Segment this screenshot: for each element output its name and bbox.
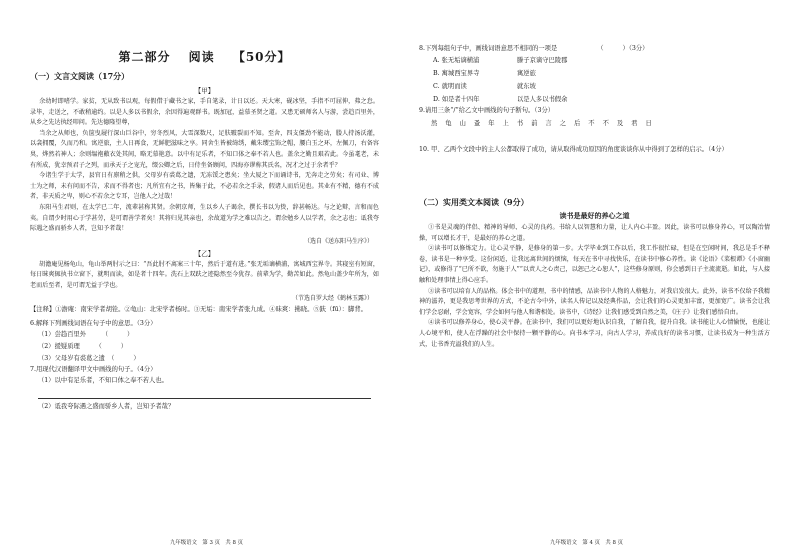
option-label: A. 张无垢谪横浦 <box>433 57 480 64</box>
question-6-item-3 <box>38 353 379 365</box>
question-9: 9.请用三条“/”给乙文中画线的句子断句。（3分） <box>419 107 555 114</box>
question-7-item-2: （2）诋我夸际遇之盛而骄乡人者，岂知予者哉？ <box>38 402 175 410</box>
jia-paragraph-5: 东阳马生君则，在太学已二年，流辈甚称其贤。余朝京师，生以乡人子谒余，撰长书以为贽，辞甚畅达。与之论辩，言和而色夷。自谓少时用心于学甚劳，是可谓善学者矣！其将归见其亲也，余故道为学之难以告之。谓余勉乡人以学者，余之志也；诋我夸际遇之盛而骄乡人者，岂知予者哉！ <box>30 203 379 233</box>
page-footer-left: 九年级语文 第 3 页 共 8 页 <box>170 540 244 546</box>
q8-option-a[interactable] <box>433 54 770 67</box>
jia-paragraph-1: 余幼时即嗜学。家贫，无从致书以观，每假借于藏书之家，手自笔录，计日以还。天大寒，砚冰坚，手指不可屈伸，弗之怠。录毕，走送之，不敢稍逾约。以是人多以书假余，余因得遍观群书。既加冠，益慕圣贤之道。又患无硕师名人与游，尝趋百里外，从乡之先达执经叩问。先达德隆望尊， <box>30 98 379 127</box>
q8-option-c[interactable] <box>433 80 770 93</box>
annotation-note: 【注释】①澹庵：南宋学者胡铨。②龟山：北宋学者杨时。③无垢：南宋学者张九成。④昧爽：拂晓。⑤趺（fū）：脚背。 <box>30 305 367 313</box>
q8-option-b[interactable] <box>433 67 770 80</box>
section-practical-heading: （二）实用类文本阅读（9分） <box>419 197 529 207</box>
question-7: 7.用现代汉语翻译甲文中画线的句子。（4分） <box>30 365 157 373</box>
option-compare: 以是人多以书假余 <box>517 96 568 103</box>
jia-paragraph-3: 当余之从师也，负箧曳屣行深山巨谷中，穷冬烈风，大雪深数尺，足肤皲裂而不知。至舍，四支僵劲不能动，媵人持汤沃灌，以衾拥覆，久而乃和。寓逆旅，主人日再食，无鲜肥滋味之享。同舍生皆被绮绣，戴朱缨宝饰之帽，腰白玉之环，左佩刀，右备容臭，烨然若神人；余则缊袍敝衣处其间，略无慕艳意。以中有足乐者，不知口体之奉不若人也。盖余之勤且艰若此。今虽耄老，未有所成，犹幸预君子之列，而承天子之宠光，缀公卿之后，日侍坐备顾问，四海亦谬称其氏名，况才之过于余者乎？ <box>30 129 379 169</box>
essay-title: 读书是最好的养心之道 <box>559 211 630 220</box>
q9-sentence[interactable]: 然 龟 山 蚤 年 上 书 前 言 之 后 不 不 及 君 日 <box>431 120 655 127</box>
part-title: 第二部分 阅读 【50分】 <box>118 50 291 64</box>
question-7-item-1: （1）以中有足乐者，不知口体之奉不若人也。 <box>38 376 168 384</box>
passage-jia-label: 【甲】 <box>194 87 215 95</box>
option-label: C. 就明而读 <box>433 83 467 90</box>
option-label: D. 如是者十四年 <box>433 96 480 103</box>
question-6-item-2 <box>38 341 379 353</box>
yi-source: （节选自罗大经《鹤林玉露》） <box>291 294 373 302</box>
option-label: B. 寓城西宝界寺 <box>433 70 480 77</box>
jia-paragraph-4: 今诸生学于太学，县官日有廪稍之供，父母岁有裘葛之遗，无冻馁之患矣；坐大厦之下而诵诗书，无奔走之劳矣；有司业、博士为之师，未有问而不告，求而不得者也；凡所宜有之书，皆集于此，不必若余之手录，假诸人而后见也。其业有不精，德有不成者，非天质之卑，则心不若余之专耳，岂他人之过哉！ <box>30 172 379 201</box>
q8-text: 8.下列每组句子中，画线词语意思不相同的一项是 <box>419 45 558 52</box>
essay-paragraph-4: ④读书可以修养身心，使心灵平静。在读书中，我们可以更好地认识自我，了解自我，提升自我。读书能让人心情愉悦，也能让人心境平和，使人在浮躁的社会中保持一颗平静的心。向书本学习，向古人学习，养成良好的读书习惯，让读书成为一种生活方式，让书香充溢我们的人生。 <box>419 319 770 348</box>
q6-item-text: （1）尝趋百里外 <box>38 330 87 338</box>
section-classical-heading: （一）文言文阅读（17分） <box>30 71 130 81</box>
option-compare: 就东坡 <box>517 83 536 90</box>
page-footer-right: 九年级语文 第 4 页 共 8 页 <box>550 540 624 546</box>
q8-answer-blank[interactable]: （ ）（3分） <box>597 45 649 52</box>
q10-answer-area[interactable] <box>419 155 770 197</box>
essay-paragraph-2: ②读书可以修炼定力。让心灵平静，是修身的第一步。大学毕业到工作以后，我工作很忙碌，但是在空闲时间，我总是手不释卷，读书是一种享受。这份闲适，让我远离世间的烦恼，每天在书中寻找快乐，在读书中修心养性。读《论语》《菜根谭》《小窗幽记》，或修得了“已所不欲，勿施于人”“以责人之心责己，以恕己之心恕人”，这些修身原则，你会感到日子主流流逝。如此，与人接触和处理事情上得心应手。 <box>419 245 770 284</box>
passage-yi-label: 【乙】 <box>194 249 215 258</box>
essay-paragraph-1: ①书是灵魂的伴侣、精神的导师、心灵的良药。书给人以智慧和力量，让人内心丰盈。因此，读书可以修身养心，可以陶冶情操，可以增长才干，是最好的养心之道。 <box>419 224 770 242</box>
yi-paragraph: 胡澹庵见杨龟山，龟山举两肘示之曰：“吾此肘不离案三十年，然后于道有进。”张无垢谪横浦，寓城西宝界寺。其寝室有短窗，每日昧爽辄执书立窗下，就明而读，如是者十四年。洗石上双趺之迹隐然至今犹存。前辈为学，勤苦如此。然龟山盖少年所为，如老而后至者，是可谓无益于学也。 <box>30 260 379 289</box>
right-page <box>397 0 794 550</box>
q6-item-text: （3）父母岁有裘葛之遗 <box>38 354 105 362</box>
q7-answer-line[interactable] <box>38 387 371 399</box>
jia-source: （选自《送东阳马生序》） <box>303 237 373 245</box>
option-compare: 滕子京谪守巴陵郡 <box>517 57 568 64</box>
question-10: 10. 甲、乙两个文段中的主人公都取得了成功，请从取得成功原因的角度谈谈你从中得到了怎样的启示。（4分） <box>419 146 728 153</box>
question-6: 6.解释下列画线词语在句子中的意思。（3分） <box>30 319 157 327</box>
essay-paragraph-3: ③读书可以培育人的品格。体会书中的道理，书中的情感，品读书中人物的人格魅力，对我启发很大。此外，读书不仅给予我精神的滋养，更是我思考世界的方式，不论古今中外，读名人传记以及经典作品，会让我们的心灵更加丰富，更加宽广。读书会让我们学会忍耐，学会宽容，学会如何与他人和谐相处。读书中，《诗经》让我们感受到自然之美，《庄子》让我们感悟自由。 <box>419 287 770 316</box>
q6-item-text: （2）援疑质理 <box>38 342 80 350</box>
q6-answer-blank[interactable]: （ ） <box>104 330 134 338</box>
q6-answer-blank[interactable]: （ ） <box>98 342 128 350</box>
question-6-item-1 <box>38 329 379 341</box>
q8-option-d[interactable] <box>433 93 770 106</box>
spacer <box>419 131 770 145</box>
q6-answer-blank[interactable]: （ ） <box>111 354 140 362</box>
option-compare: 寓逆旅 <box>517 70 536 77</box>
question-8 <box>419 44 770 54</box>
